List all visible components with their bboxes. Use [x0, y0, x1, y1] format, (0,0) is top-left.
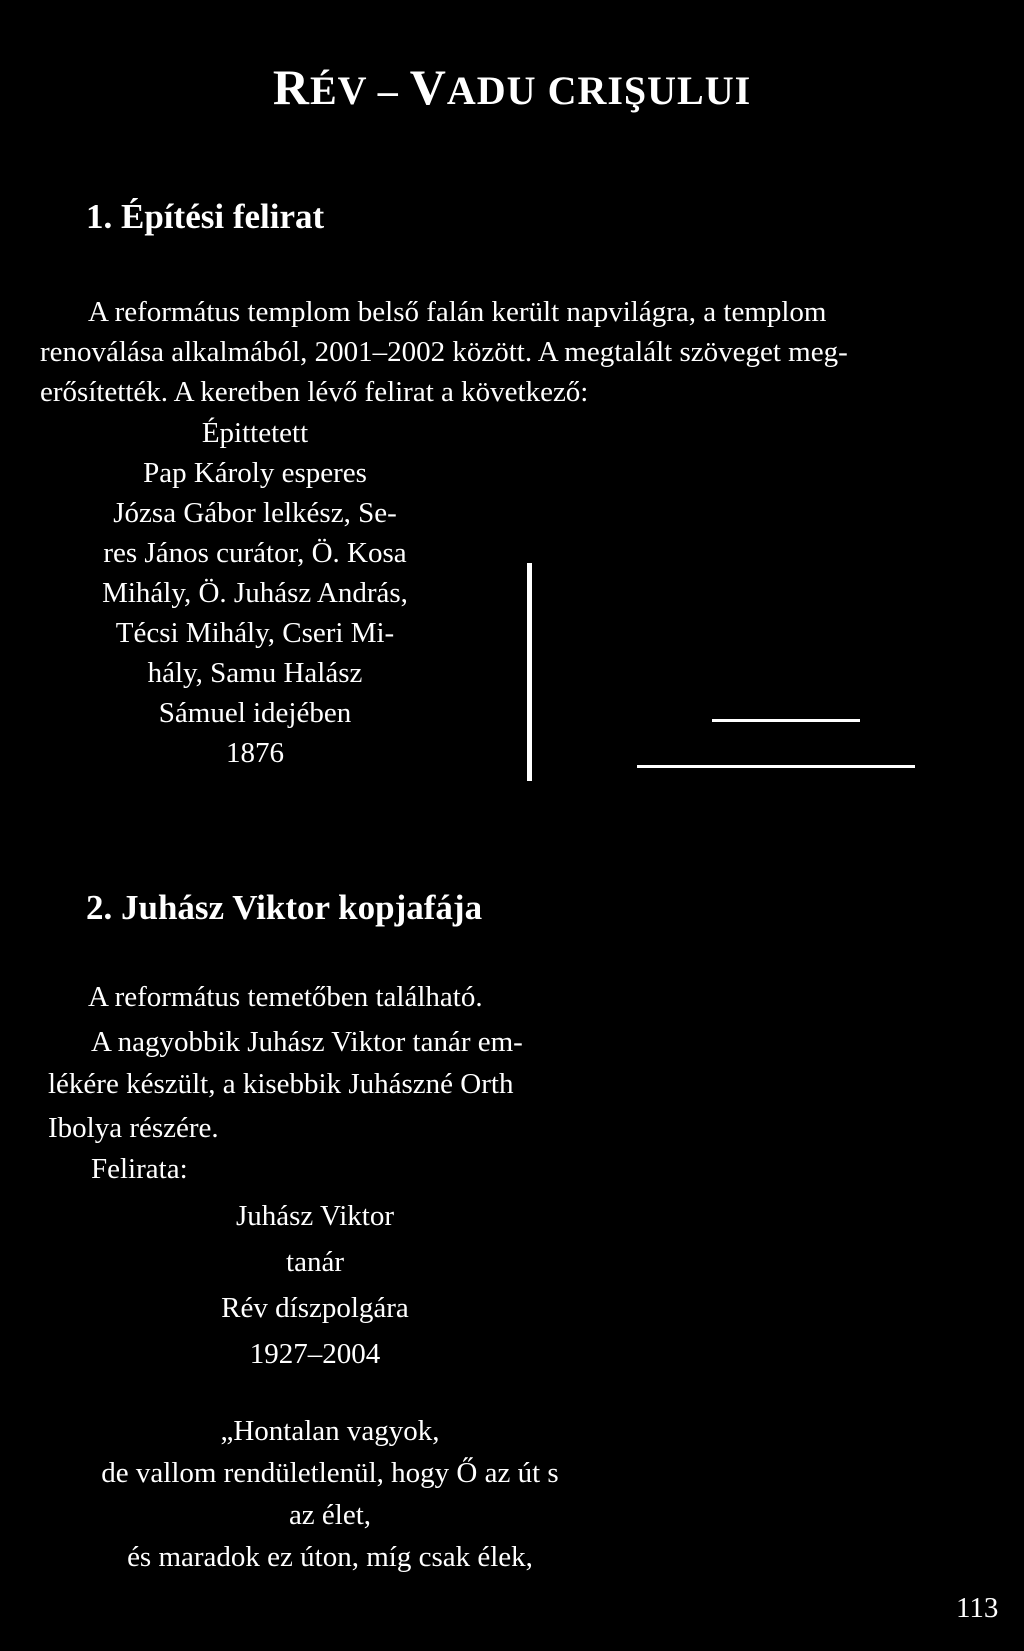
section1-intro-line: renoválása alkalmából, 2001–2002 között. A megtalált szöveget meg- [40, 336, 848, 368]
section2-intro-line: A református temetőben található. [88, 981, 483, 1013]
inscription-line: hály, Samu Halász [147, 657, 363, 689]
title-part: V [409, 59, 447, 115]
inscription-line: 1876 [226, 737, 284, 769]
inscription-line: Pap Károly esperes [143, 457, 367, 489]
quote-line: „Hontalan vagyok, [220, 1415, 440, 1447]
section1-intro-line: A református templom belső falán került napvilágra, a templom [88, 296, 827, 328]
kopjafa-line: 1927–2004 [249, 1338, 381, 1370]
page-number: 113 [956, 1592, 999, 1624]
inscription-line: Sámuel idejében [158, 697, 352, 729]
quote-line: de vallom rendületlenül, hogy Ő az út s [101, 1457, 559, 1489]
title-part: ÉV [309, 68, 367, 113]
inscription-line: Mihály, Ö. Juhász András, [102, 577, 408, 609]
section2-intro-line: lékére készült, a kisebbik Juhászné Orth [48, 1068, 514, 1100]
section2-intro-line: A nagyobbik Juhász Viktor tanár em- [91, 1026, 523, 1058]
section2-intro-line: Felirata: [91, 1153, 188, 1185]
inscription-line: Józsa Gábor lelkész, Se- [113, 497, 397, 529]
quote-line: az élet, [288, 1499, 372, 1531]
title-part: C [536, 68, 578, 113]
title-part: RIŞULUI [577, 68, 752, 113]
inscription-block [95, 413, 415, 773]
quote-line: és maradok ez úton, míg csak élek, [127, 1541, 533, 1573]
kopjafa-line: Rév díszpolgára [221, 1292, 409, 1324]
section1-intro-line: erősítették. A keretben lévő felirat a következő: [40, 376, 589, 408]
inscription-line: Épittetett [201, 417, 309, 449]
section1-heading: 1. Építési felirat [86, 197, 325, 236]
section2-heading: 2. Juhász Viktor kopjafája [86, 888, 483, 927]
frame-horizontal-line-short [712, 719, 860, 722]
page-title [0, 58, 1024, 116]
kopjafa-line: Juhász Viktor [235, 1200, 394, 1232]
title-part: R [272, 59, 310, 115]
inscription-line: res János curátor, Ö. Kosa [103, 537, 407, 569]
frame-horizontal-line-long [637, 765, 915, 768]
kopjafa-inscription [160, 1193, 470, 1377]
frame-vertical-line [527, 563, 532, 781]
quote-block [30, 1410, 630, 1578]
inscription-line: Técsi Mihály, Cseri Mi- [115, 617, 395, 649]
title-part: ADU [446, 68, 537, 113]
title-part: – [366, 68, 410, 113]
section2-intro-line: Ibolya részére. [48, 1112, 219, 1144]
kopjafa-line: tanár [286, 1246, 344, 1278]
